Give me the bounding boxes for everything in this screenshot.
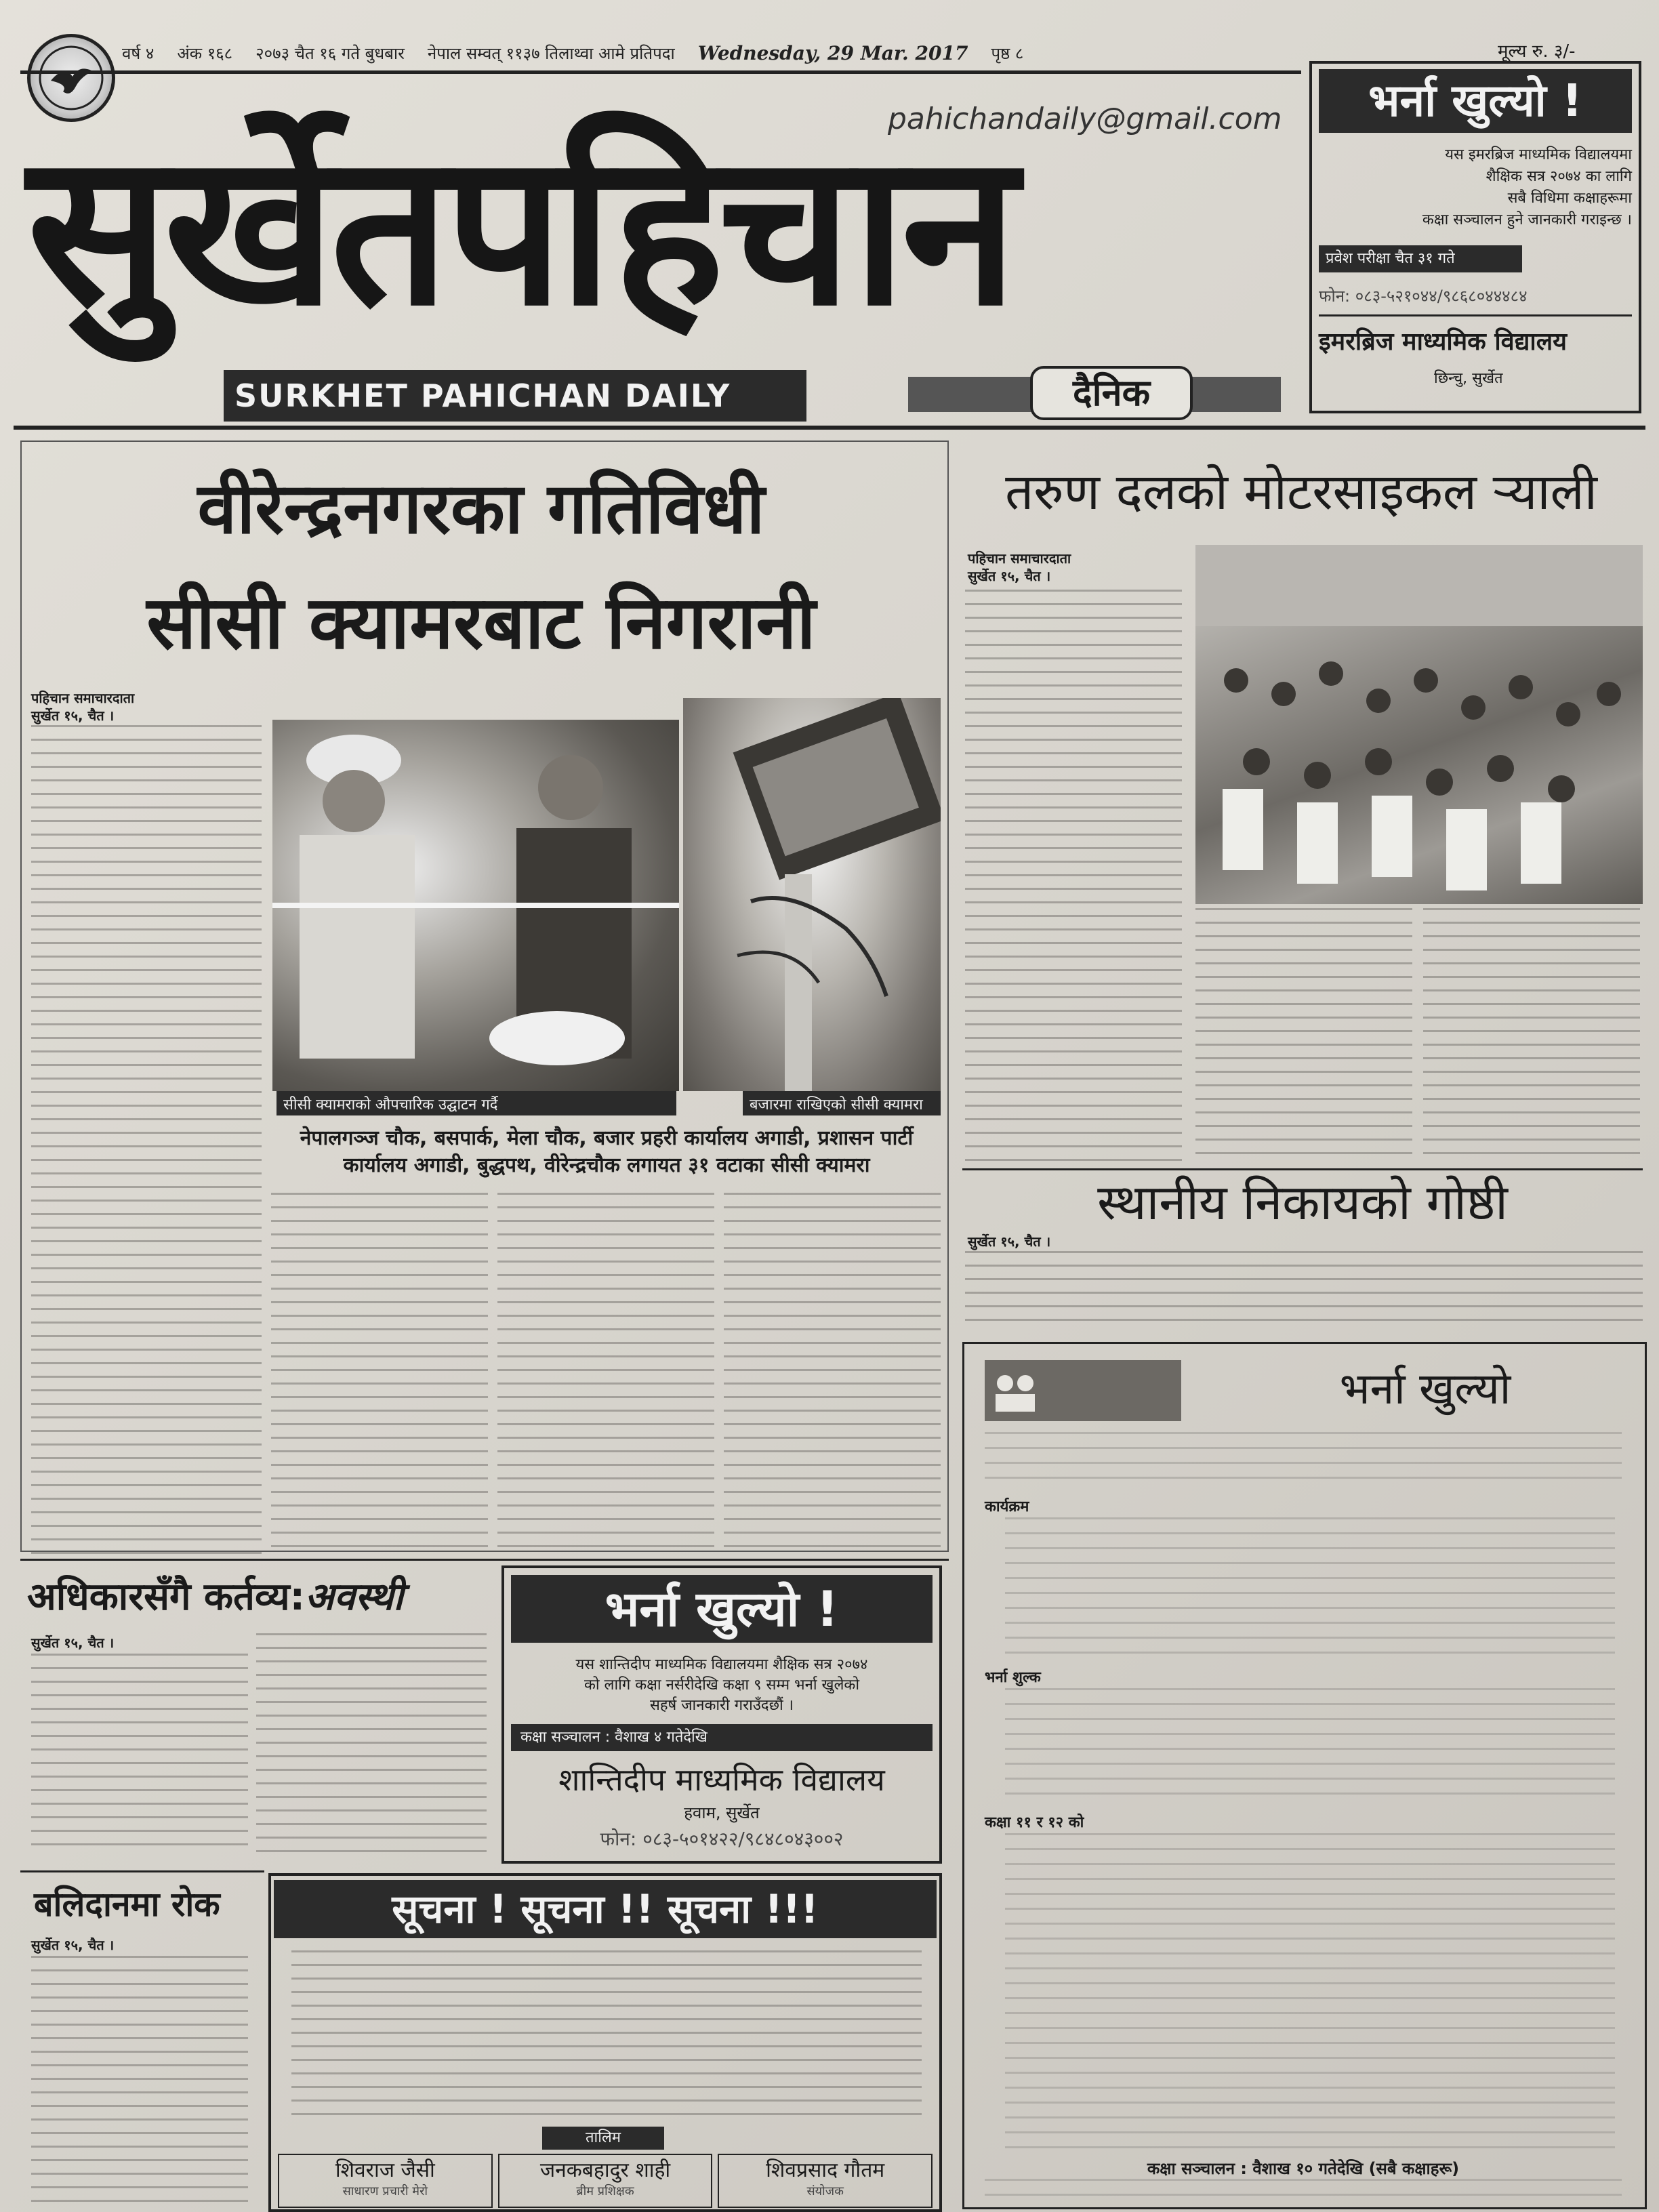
story1-caption-right: बजारमा राखिएको सीसी क्यामरा (743, 1091, 941, 1115)
cctv-camera-illustration (683, 698, 941, 1091)
notice-box (268, 1873, 942, 2212)
crowd-illustration (1195, 545, 1643, 904)
ad-top-heading: भर्ना खुल्यो ! (1319, 69, 1632, 133)
notice-body-text (291, 1950, 922, 2124)
story5-headline: बलिदानमा रोक (34, 1885, 220, 1924)
ad-bottom-section3: कक्षा ११ र १२ को (985, 1814, 1084, 1831)
story1-headline-line1: वीरेन्द्रनगरका गतिविधी (197, 467, 765, 550)
masthead-email: pahichandaily@gmail.com (888, 102, 1282, 136)
signatory-2-name: जनकबहादुर शाही (539, 2158, 671, 2182)
story1-subhead: नेपालगञ्ज चौक, बसपार्क, मेला चौक, बजार प्रहरी कार्यालय अगाडी, प्रशासन पार्टी कार्यालय अगाडी, बुद्धपथ, वीरेन्द्रचौक लगायत ३१ वटाका सीसी क्यामरा (300, 1126, 914, 1177)
story4-top-rule (20, 1559, 949, 1561)
ad-mid-phone: फोन: ०८३-५०१४२२/९८४८०४३००२ (600, 1828, 844, 1850)
story1-headline-line2: सीसी क्यामरबाट निगरानी (146, 581, 816, 665)
story4-headline-a: अधिकारसँगै कर्तव्य: (27, 1575, 305, 1619)
ad-bottom-fee-text (1005, 1688, 1615, 1803)
people-ribbon-illustration (272, 720, 679, 1091)
ad-bottom-section2: भर्ना शुल्क (985, 1669, 1041, 1686)
story1-column3-text (497, 1193, 714, 1552)
story2-photo-rally (1195, 545, 1643, 904)
ad-mid-bar: कक्षा सञ्चालन : वैशाख ४ गतेदेखि (511, 1724, 933, 1751)
ad-top-divider (1319, 314, 1632, 316)
ad-bottom-intro-text (985, 1432, 1622, 1486)
signatory-1 (278, 2154, 493, 2208)
story3-text (965, 1251, 1643, 1332)
ad-top-phone: फोन: ०८३-५२१०४४/९८६८०४४४८४ (1319, 287, 1528, 306)
signatory-1-role: साधारण प्रचारी मेरो (342, 2184, 428, 2198)
story2-column2-text (1195, 908, 1412, 1166)
ad-mid-school: शान्तिदीप माध्यमिक विद्यालय (558, 1761, 885, 1798)
school-logo-icon (985, 1360, 1046, 1421)
story1-column1-text (31, 725, 262, 1559)
story1-caption-left: सीसी क्यामराको औपचारिक उद्घाटन गर्दै (276, 1091, 676, 1115)
ad-mid-place: हवाम, सुर्खेत (684, 1803, 760, 1822)
story2-column1-text (965, 590, 1182, 1166)
story1-column2-text (271, 1193, 488, 1552)
ad-bottom-details-text (1005, 1833, 1615, 2152)
ad-bottom-heading: भर्ना खुल्यो (1339, 1364, 1511, 1414)
story5-dateline: सुर्खेत १५, चैत । (31, 1937, 115, 1953)
story4-column1-text (31, 1654, 248, 1857)
meta-nepal-sambat: नेपाल सम्वत् ११३७ तिलाथ्वा आमे प्रतिपदा (427, 43, 675, 63)
story1-photo-cctv (683, 698, 941, 1091)
story2-headline: तरुण दलको मोटरसाइकल र्‍याली (1005, 463, 1597, 521)
signatory-3 (718, 2154, 933, 2208)
ad-mid-box (501, 1565, 942, 1864)
ad-mid-heading: भर्ना खुल्यो ! (511, 1575, 933, 1643)
ad-bottom-program-list (1005, 1517, 1615, 1660)
ad-top-line1: यस इमरब्रिज माध्यमिक विद्यालयमा (1445, 146, 1632, 163)
story4-column2-text (256, 1633, 487, 1857)
ad-bottom-logo (985, 1360, 1181, 1421)
meta-issue: अंक १६८ (177, 43, 233, 63)
ad-top-place: छिन्चु, सुर्खेत (1434, 370, 1503, 387)
meta-page: पृष्ठ ८ (991, 43, 1024, 63)
story3-dateline: सुर्खेत १५, चैत । (968, 1233, 1051, 1250)
signatory-2-role: ब्रीम प्रशिक्षक (576, 2184, 634, 2198)
story4-headline (27, 1570, 501, 1621)
story3-headline: स्थानीय निकायको गोष्ठी (1097, 1174, 1508, 1231)
signatory-2 (498, 2154, 713, 2208)
ad-top-line2: शैक्षिक सत्र २०७४ का लागि (1486, 168, 1632, 185)
story5-top-rule (20, 1870, 264, 1872)
story1-byline: पहिचान समाचारदाता (31, 690, 135, 706)
ad-top-bar: प्रवेश परीक्षा चैत ३१ गते (1319, 245, 1522, 272)
story2-column3-text (1423, 908, 1640, 1166)
notice-heading: सूचना ! सूचना !! सूचना !!! (274, 1880, 937, 1938)
masthead-daily-label: दैनिक (1030, 366, 1193, 420)
meta-price: मूल्य रु. ३/- (1498, 41, 1576, 62)
ad-mid-line2: को लागि कक्षा नर्सरीदेखि कक्षा ९ सम्म भर्ना खुलेको (583, 1677, 860, 1694)
story1-dateline: सुर्खेत १५, चैत । (31, 708, 115, 724)
ad-bottom-footer: कक्षा सञ्चालन : वैशाख १० गतेदेखि (सबै कक्षाहरू) (1147, 2159, 1460, 2178)
masthead-title: सुर्खेतपहिचान (27, 108, 1013, 352)
ad-top-line3: सबै विधिमा कक्षाहरूमा (1507, 190, 1632, 207)
masthead-bottom-rule (14, 426, 1645, 430)
masthead-english-title: SURKHET PAHICHAN DAILY (224, 370, 806, 422)
notice-footer-label: तालिम (542, 2127, 664, 2150)
story4-headline-b: अवस्थी (304, 1574, 403, 1619)
signatory-1-name: शिवराज जैसी (335, 2158, 435, 2182)
meta-volume: वर्ष ४ (122, 43, 155, 63)
signatory-3-name: शिवप्रसाद गौतम (766, 2158, 885, 2182)
story1-column4-text (724, 1193, 941, 1552)
ad-bottom-section1: कार्यक्रम (985, 1498, 1029, 1515)
meta-date-np: २०७३ चैत १६ गते बुधबार (255, 43, 405, 63)
signatory-3-role: संयोजक (806, 2184, 844, 2198)
notice-signatories (278, 2154, 933, 2208)
ad-mid-line3: सहर्ष जानकारी गराउँदछौं । (649, 1697, 794, 1714)
ad-top-school: इमरब्रिज माध्यमिक विद्यालय (1319, 328, 1567, 356)
story4-dateline: सुर्खेत १५, चैत । (31, 1635, 115, 1651)
story2-byline: पहिचान समाचारदाता (968, 550, 1071, 567)
story5-text (31, 1956, 248, 2207)
masthead-meta-bar (122, 41, 1288, 65)
ad-mid-line1: यस शान्तिदीप माध्यमिक विद्यालयमा शैक्षिक सत्र २०७४ (575, 1656, 868, 1673)
ad-top-line4: कक्षा सञ्चालन हुने जानकारी गराइन्छ । (1422, 211, 1632, 228)
ad-bottom-footer-text (985, 2179, 1622, 2206)
ad-top-box (1309, 61, 1641, 413)
story2-dateline: सुर्खेत १५, चैत । (968, 568, 1051, 584)
ad-bottom-box (962, 1342, 1647, 2209)
story1-photo-ribbon-cutting (272, 720, 679, 1091)
masthead-top-rule (20, 70, 1301, 74)
meta-date-en: Wednesday, 29 Mar. 2017 (697, 41, 968, 64)
